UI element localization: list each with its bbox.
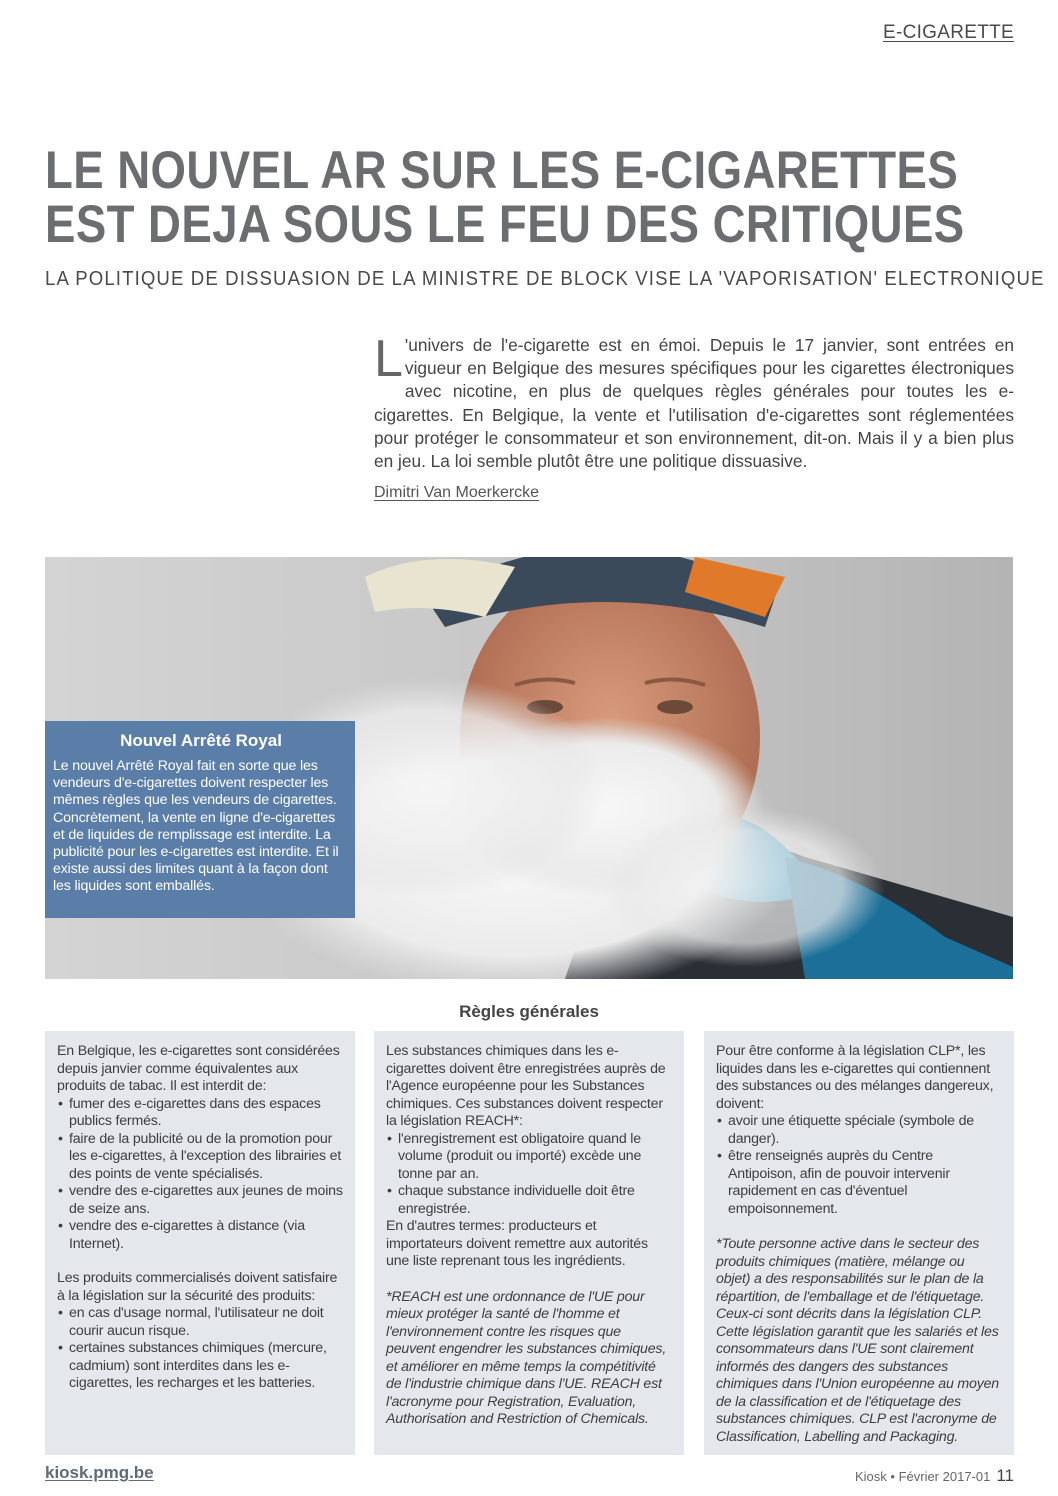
section-tag: E-CIGARETTE [882, 22, 1014, 43]
list-item: • être renseignés auprès du Centre Antipoison, afin de pouvoir intervenir rapidement en cas d'éventuel empoisonnement. [716, 1148, 1002, 1218]
author-byline[interactable]: Dimitri Van Moerkercke [374, 484, 540, 501]
rules-column-3 [704, 1031, 1014, 1455]
list-item: • chaque substance individuelle doit être enregistrée. [386, 1183, 672, 1218]
col1-list-2 [57, 1305, 343, 1393]
list-item: • en cas d'usage normal, l'utilisateur ne doit courir aucun risque. [57, 1305, 343, 1340]
col2-footnote: *REACH est une ordonnance de l'UE pour mieux protéger la santé de l'homme et l'environnement contre les risques que peuvent engendrer les substances chimiques, et améliorer en même temps la compétitivité de l'industrie chimique dans l'UE. REACH est l'acronyme pour Registration, Evaluation, Authorisation and Restriction of Chemicals. [386, 1288, 667, 1427]
headline [45, 141, 965, 254]
footer-issue-label: Kiosk • Février 2017-01 [855, 1469, 991, 1484]
rules-column-1 [45, 1031, 355, 1455]
sidebar-box [45, 721, 355, 918]
list-item: • faire de la publicité ou de la promotion pour les e-cigarettes, à l'exception des librairies et des points de vente spécialisés. [57, 1131, 343, 1184]
col1-intro: En Belgique, les e-cigarettes sont considérées depuis janvier comme équivalentes aux produits de tabac. Il est interdit de: [57, 1043, 340, 1094]
col2-outro: En d'autres termes: producteurs et importateurs doivent remettre aux autorités une liste reprenant tous les ingrédients. [386, 1218, 648, 1269]
col3-intro: Pour être conforme à la législation CLP*, les liquides dans les e-cigarettes qui contiennent des substances ou des mélanges dangereux, doivent: [716, 1043, 994, 1112]
list-item: • vendre des e-cigarettes aux jeunes de moins de seize ans. [57, 1183, 343, 1218]
intro-text: 'univers de l'e-cigarette est en émoi. Depuis le 17 janvier, sont entrées en vigueur en Belgique des mesures spécifiques pour les cigarettes électroniques avec nicotine, en plus de quelques règles générales pour toutes les e-cigarettes. En Belgique, la vente et l'utilisation d'e-cigarettes sont réglementées pour protéger le consommateur et son environnement, dit-on. Mais il y a bien plus en jeu. La loi semble plutôt être une politique dissuasive. [374, 335, 1014, 472]
col1-intro-2: Les produits commercialisés doivent satisfaire à la législation sur la sécurité des produits: [57, 1270, 338, 1304]
sidebar-body: Le nouvel Arrêté Royal fait en sorte que les vendeurs d'e-cigarettes doivent respecter les mêmes règles que les vendeurs de cigarettes. Concrètement, la vente en ligne d'e-cigarettes et de liquides de remplissage est interdite. La publicité pour les e-cigarettes est interdite. Et il existe aussi des limites quant à la façon dont les liquides sont emballés. [53, 758, 339, 895]
rules-column-2 [374, 1031, 684, 1455]
sidebar-title: Nouvel Arrêté Royal [120, 731, 282, 750]
list-item: • l'enregistrement est obligatoire quand le volume (produit ou importé) excède une tonne par an. [386, 1131, 672, 1184]
footer-site-link[interactable]: kiosk.pmg.be [45, 1463, 154, 1482]
drop-cap: L [374, 330, 403, 388]
col3-list [716, 1113, 1002, 1218]
list-item: • avoir une étiquette spéciale (symbole de danger). [716, 1113, 1002, 1148]
list-item: • certaines substances chimiques (mercure, cadmium) sont interdites dans les e-cigarettes, les recharges et les batteries. [57, 1340, 343, 1393]
page-number: 11 [996, 1466, 1014, 1485]
intro-paragraph [374, 330, 1014, 473]
col3-footnote: *Toute personne active dans le secteur des produits chimiques (matière, mélange ou objet) a des responsabilités sur le plan de la répartition, de l'emballage et de l'étiquetage. Ceux-ci sont décrits dans la législation CLP. Cette législation garantit que les salariés et les consommateurs dans l'UE sont clairement informés des dangers des substances chimiques dans l'Union européenne au moyen de la classification et de l'étiquetage des substances chimiques. CLP est l'acronyme de Classification, Labelling and Packaging. [716, 1236, 999, 1445]
subheadline: LA POLITIQUE DE DISSUASION DE LA MINISTRE DE BLOCK VISE LA 'VAPORISATION' ELECTRONIQUE [45, 268, 1045, 290]
rules-title: Règles générales [459, 1002, 599, 1021]
headline-line-1: LE NOUVEL AR SUR LES E-CIGARETTES [45, 141, 959, 200]
footer-issue [855, 1466, 1014, 1486]
col2-intro: Les substances chimiques dans les e-cigarettes doivent être enregistrées auprès de l'Agence européenne pour les Substances chimiques. Ces substances doivent respecter la législation REACH*: [386, 1043, 666, 1129]
list-item: • fumer des e-cigarettes dans des espaces publics fermés. [57, 1096, 343, 1131]
headline-line-2: EST DEJA SOUS LE FEU DES CRITIQUES [45, 195, 965, 254]
col2-list [386, 1131, 672, 1219]
list-item: • vendre des e-cigarettes à distance (via Internet). [57, 1218, 343, 1253]
col1-list [57, 1096, 343, 1254]
